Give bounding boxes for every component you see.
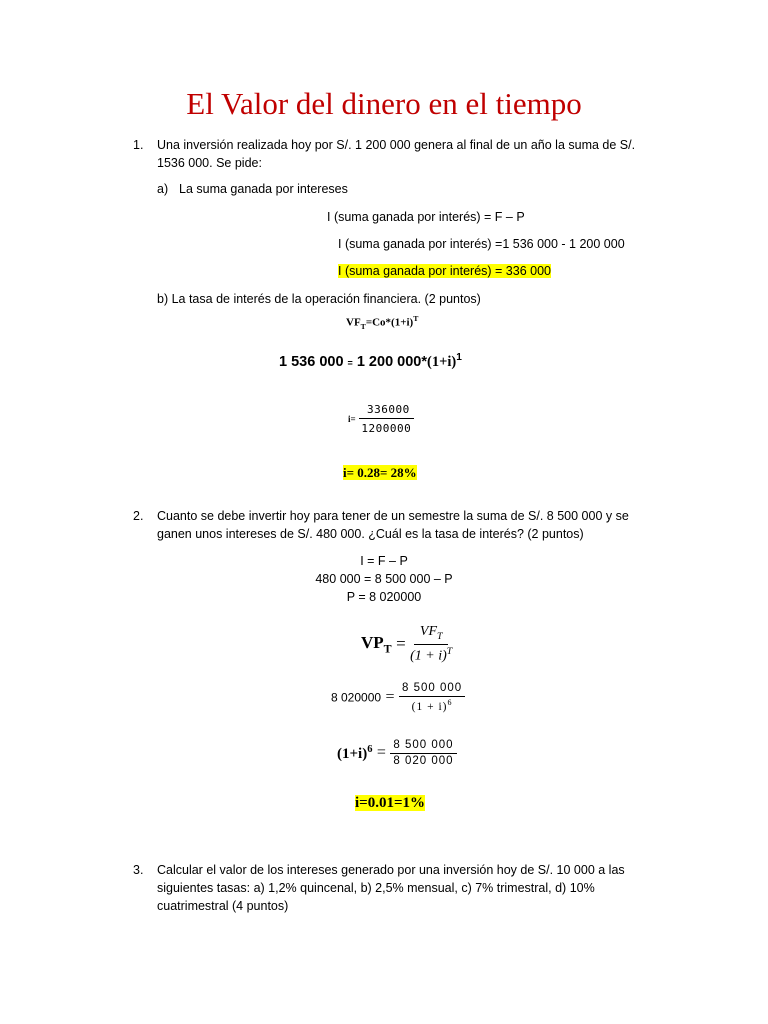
q1-number: 1.: [133, 138, 144, 152]
q2-equation-5: 8 020000 = $\frac{8 500 000}{(1 + i)^6}$: [331, 682, 465, 713]
q1-formula: $VF_T=Co*(1+i)^T$: [346, 314, 419, 331]
q3-text-line1: Calcular el valor de los intereses generado por una inversión hoy de S/. 10 000 a las: [157, 863, 625, 877]
q2-vp-formula: $VP_T$ = $\frac{VF_T}{(1 + i)^T}$: [361, 624, 453, 664]
q3-number: 3.: [133, 863, 144, 877]
q1-a-text: La suma ganada por intereses: [179, 182, 348, 196]
q1-eq2: I (suma ganada por interés) =1 536 000 - 1 200 000: [338, 237, 625, 251]
q2-number: 2.: [133, 509, 144, 523]
q1-eq3-highlighted: I (suma ganada por interés) = 336 000: [338, 264, 551, 278]
page-title: El Valor del dinero en el tiempo: [186, 86, 582, 121]
q1-fraction: i= $\frac{336000}{1200000}$: [348, 403, 414, 435]
q3-text-line2: siguientes tasas: a) 1,2% quincenal, b) 2,5% mensual, c) 7% trimestral, d) 10%: [157, 881, 595, 895]
q2-equation-6: $(1+i)^6$ = $\frac{8 500 000}{8 020 000}$: [337, 739, 457, 767]
q1-text-line2: 1536 000. Se pide:: [157, 156, 262, 170]
q2-eq1: I = F – P: [360, 554, 408, 568]
q2-eq2: 480 000 = 8 500 000 – P: [315, 572, 453, 586]
q2-text-line2: ganen unos intereses de S/. 480 000. ¿Cuál es la tasa de interés? (2 puntos): [157, 527, 584, 541]
q3-text-line3: cuatrimestral (4 puntos): [157, 899, 289, 913]
q1-result: i= 0.28= 28%: [343, 465, 417, 480]
q1-equation: 1 536 000 = 1 200 $000*(1+i)^1$: [279, 352, 462, 370]
q1-b-text: b) La tasa de interés de la operación financiera. (2 puntos): [157, 292, 481, 306]
q1-eq1: I (suma ganada por interés) = F – P: [327, 210, 525, 224]
q2-result: i=0.01=1%: [355, 795, 426, 811]
q1-a-label: a): [157, 182, 169, 196]
q2-eq3: P = 8 020000: [346, 590, 422, 604]
q2-text-line1: Cuanto se debe invertir hoy para tener de un semestre la suma de S/. 8 500 000 y se: [157, 509, 629, 523]
q1-text-line1: Una inversión realizada hoy por S/. 1 200 000 genera al final de un año la suma de S/.: [157, 138, 636, 152]
